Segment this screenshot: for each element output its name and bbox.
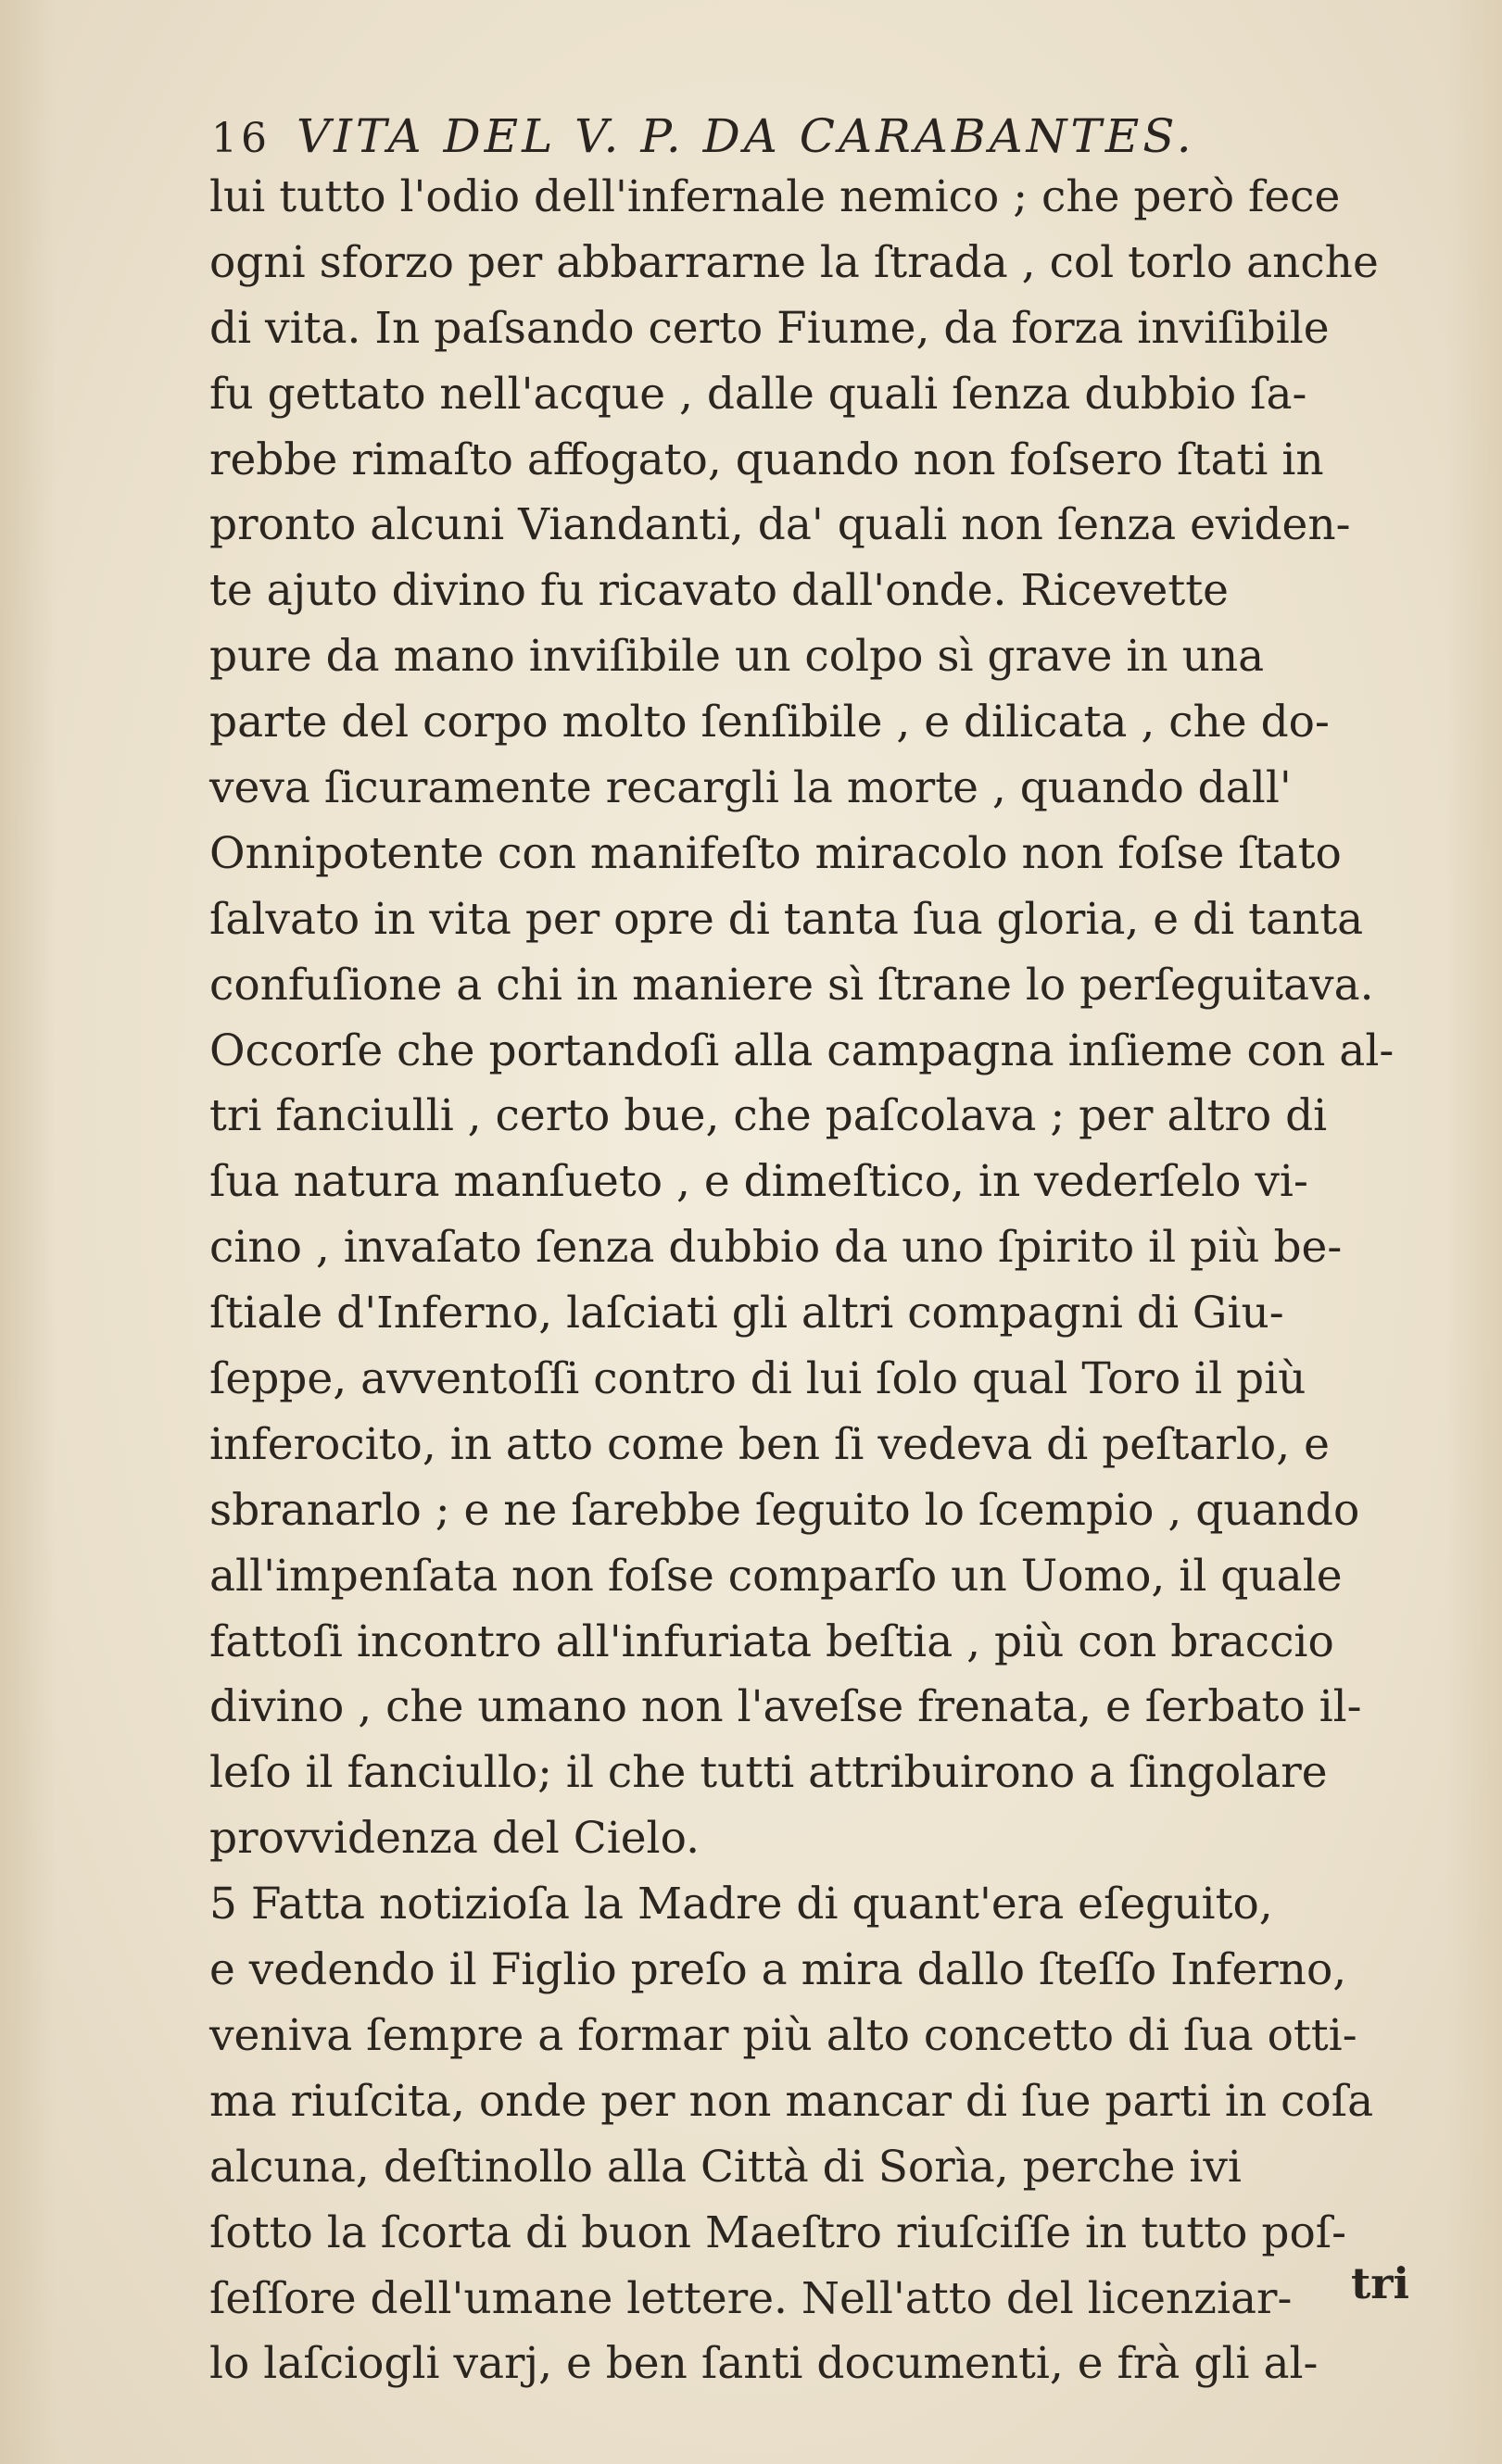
text-line: rebbe rimaſto affogato, quando non foſsero ſtati in [209, 434, 1324, 485]
text-line: lui tutto l'odio dell'infernale nemico ; che però fece [209, 171, 1341, 222]
text-line: te ajuto divino fu ricavato dall'onde. Ricevette [209, 565, 1229, 617]
catchword: tri [1351, 2258, 1409, 2308]
text-line: inferocito, in atto come ben ſi vedeva di peſtarlo, e [209, 1418, 1330, 1470]
text-line: Occorſe che portandoſi alla campagna inſieme con al- [209, 1025, 1395, 1076]
text-line: pronto alcuni Viandanti, da' quali non ſenza eviden- [209, 499, 1351, 551]
text-line: veva ſicuramente recargli la morte , quando dall' [209, 762, 1292, 814]
text-line: fattoſi incontro all'infuriata beſtia , più con braccio [209, 1615, 1334, 1667]
text-line: ſeppe, avventoſſi contro di lui ſolo qual Toro il più [209, 1353, 1306, 1405]
text-line: sbranarlo ; e ne ſarebbe ſeguito lo ſcempio , quando [209, 1484, 1360, 1536]
text-line: alcuna, deſtinollo alla Città di Sorìa, perche ivi [209, 2141, 1242, 2193]
page-number: 16 [211, 115, 271, 162]
text-line: leſo il fanciullo; il che tutti attribuirono a ſingolare [209, 1747, 1328, 1799]
running-header [211, 109, 1195, 163]
text-line: 5 Fatta notizioſa la Madre di quant'era eſeguito, [209, 1879, 1273, 1930]
text-line: ogni sforzo per abbarrarne la ſtrada , col torlo anche [209, 236, 1379, 288]
text-line: ſeſſore dell'umane lettere. Nell'atto del licenziar- [209, 2272, 1293, 2324]
text-line: ma riuſcita, onde per non mancar di ſue parti in coſa [209, 2075, 1374, 2127]
text-line: di vita. In paſsando certo Fiume, da forza inviſibile [209, 302, 1330, 354]
text-line: Onnipotente con manifeſto miracolo non foſse ſtato [209, 827, 1342, 879]
body-text [209, 165, 1479, 2397]
page-gutter-shadow [0, 0, 56, 2464]
text-line: cino , invaſato ſenza dubbio da uno ſpirito il più be- [209, 1222, 1343, 1274]
text-line: divino , che umano non l'aveſse frenata, e ſerbato il- [209, 1681, 1362, 1733]
text-line: pure da mano inviſibile un colpo sì grave in una [209, 631, 1265, 683]
running-title: VITA DEL V. P. DA CARABANTES. [297, 109, 1195, 163]
text-line: parte del corpo molto ſenſibile , e dilicata , che do- [209, 697, 1330, 748]
text-line: all'impenſata non foſse comparſo un Uomo, il quale [209, 1550, 1343, 1602]
text-line: fu gettato nell'acque , dalle quali ſenza dubbio ſa- [209, 368, 1307, 420]
text-line: veniva ſempre a formar più alto concetto di ſua otti- [209, 2009, 1357, 2061]
text-line: provvidenza del Cielo. [209, 1813, 701, 1865]
text-line: e vedendo il Figlio preſo a mira dallo ſteſſo Inferno, [209, 1944, 1347, 1996]
text-line: ſalvato in vita per opre di tanta ſua gloria, e di tanta [209, 893, 1364, 945]
text-line: tri fanciulli , certo bue, che paſcolava ; per altro di [209, 1090, 1328, 1142]
text-line: lo laſciogli varj, e ben ſanti documenti, e frà gli al- [209, 2338, 1319, 2390]
text-line: ſotto la ſcorta di buon Maeſtro riuſciſſe in tutto poſ- [209, 2206, 1347, 2258]
text-line: ſtiale d'Inferno, laſciati gli altri compagni di Giu- [209, 1288, 1284, 1339]
text-line: ſua natura manſueto , e dimeſtico, in vederſelo vi- [209, 1156, 1308, 1208]
text-line: confuſione a chi in maniere sì ſtrane lo perſeguitava. [209, 959, 1374, 1011]
